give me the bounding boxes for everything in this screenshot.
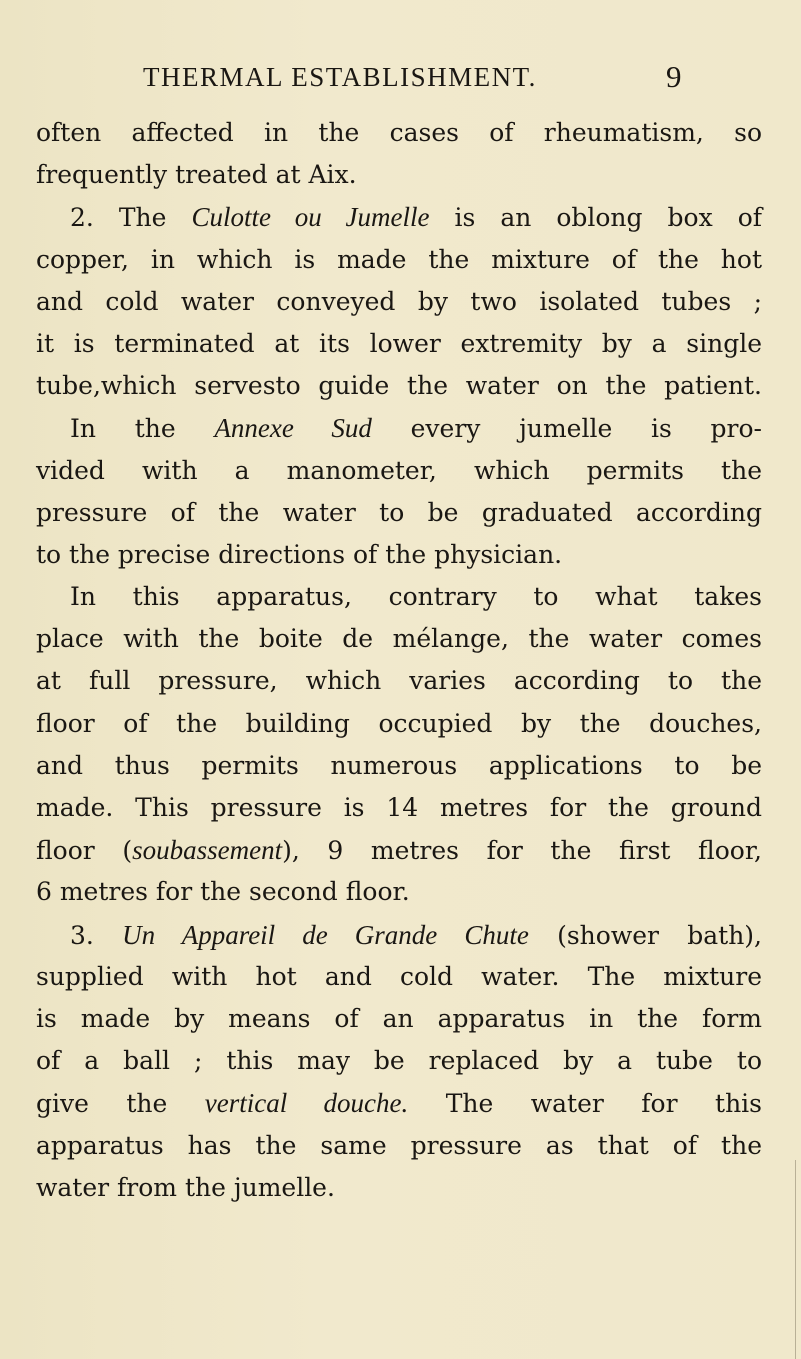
text-segment: give the [36, 1089, 205, 1119]
text-segment: place with the boite de mélange, the water comes [36, 624, 762, 654]
text-segment: and thus permits numerous applications to be [36, 750, 762, 780]
text-segment: of a ball ; this may be replaced by a tube to [36, 1046, 762, 1076]
text-segment: floor ( [36, 836, 133, 866]
text-line [36, 618, 762, 660]
text-segment: supplied with hot and cold water. The mixture [36, 961, 762, 991]
text-line [36, 492, 762, 534]
running-head [143, 60, 683, 94]
text-line [36, 407, 762, 449]
text-line [36, 1167, 762, 1209]
text-segment: vided with a manometer, which permits the [36, 455, 762, 485]
text-line [36, 1040, 762, 1082]
text-segment: ), 9 metres for the first floor, [282, 836, 762, 866]
text-segment: at full pressure, which varies according to the [36, 666, 762, 696]
text-line [36, 914, 762, 956]
text-segment: In this apparatus, contrary to what takes [70, 582, 762, 612]
text-line [36, 998, 762, 1040]
text-segment: it is terminated at its lower extremity by a single [36, 328, 762, 358]
text-line [36, 829, 762, 871]
text-line [36, 576, 762, 618]
text-segment: apparatus has the same pressure as that of the [36, 1130, 762, 1160]
italic-term: Annexe Sud [214, 413, 372, 444]
text-segment: The water for this [408, 1089, 762, 1119]
page-number: 9 [666, 59, 683, 94]
text-line [36, 239, 762, 281]
text-line [36, 154, 762, 196]
text-line [36, 660, 762, 702]
italic-term: Un Appareil de Grande Chute [122, 919, 529, 950]
text-line [36, 703, 762, 745]
text-line [36, 956, 762, 998]
text-line [36, 871, 762, 913]
body-text [36, 112, 762, 1209]
text-segment: pressure of the water to be graduated according [36, 497, 762, 527]
text-line [36, 1082, 762, 1124]
text-line [36, 323, 762, 365]
text-segment: and cold water conveyed by two isolated tubes ; [36, 286, 762, 316]
page-edge-line [795, 1160, 796, 1359]
text-line [36, 281, 762, 323]
text-segment: is an oblong box of [429, 203, 762, 233]
text-segment: In the [70, 414, 215, 444]
text-segment: water from the jumelle. [36, 1172, 335, 1202]
text-segment: is made by means of an apparatus in the form [36, 1003, 762, 1033]
text-line [36, 534, 762, 576]
text-segment: often affected in the cases of rheumatism, so [36, 118, 762, 147]
text-segment: 3. [70, 920, 123, 950]
text-segment: 2. The [70, 203, 192, 233]
text-line [36, 196, 762, 238]
text-line [36, 787, 762, 829]
italic-term: soubassement [132, 835, 283, 866]
text-segment: tube,which servesto guide the water on the patient. [36, 371, 762, 401]
text-line [36, 112, 762, 154]
italic-term: Culotte ou Jumelle [191, 202, 430, 233]
text-segment: copper, in which is made the mixture of the hot [36, 244, 762, 274]
text-line [36, 450, 762, 492]
text-segment: made. This pressure is 14 metres for the ground [36, 793, 762, 822]
running-title: THERMAL ESTABLISHMENT. [143, 62, 537, 92]
text-line [36, 1125, 762, 1167]
text-segment: frequently treated at Aix. [36, 160, 357, 190]
text-line [36, 365, 762, 407]
text-segment: every jumelle is pro- [371, 414, 763, 444]
italic-term: vertical douche. [204, 1088, 409, 1119]
text-line [36, 745, 762, 787]
text-segment: (shower bath), [528, 920, 762, 950]
text-segment: to the precise directions of the physician. [36, 539, 563, 569]
text-segment: 6 metres for the second floor. [36, 877, 410, 907]
text-segment: floor of the building occupied by the douches, [36, 708, 762, 738]
